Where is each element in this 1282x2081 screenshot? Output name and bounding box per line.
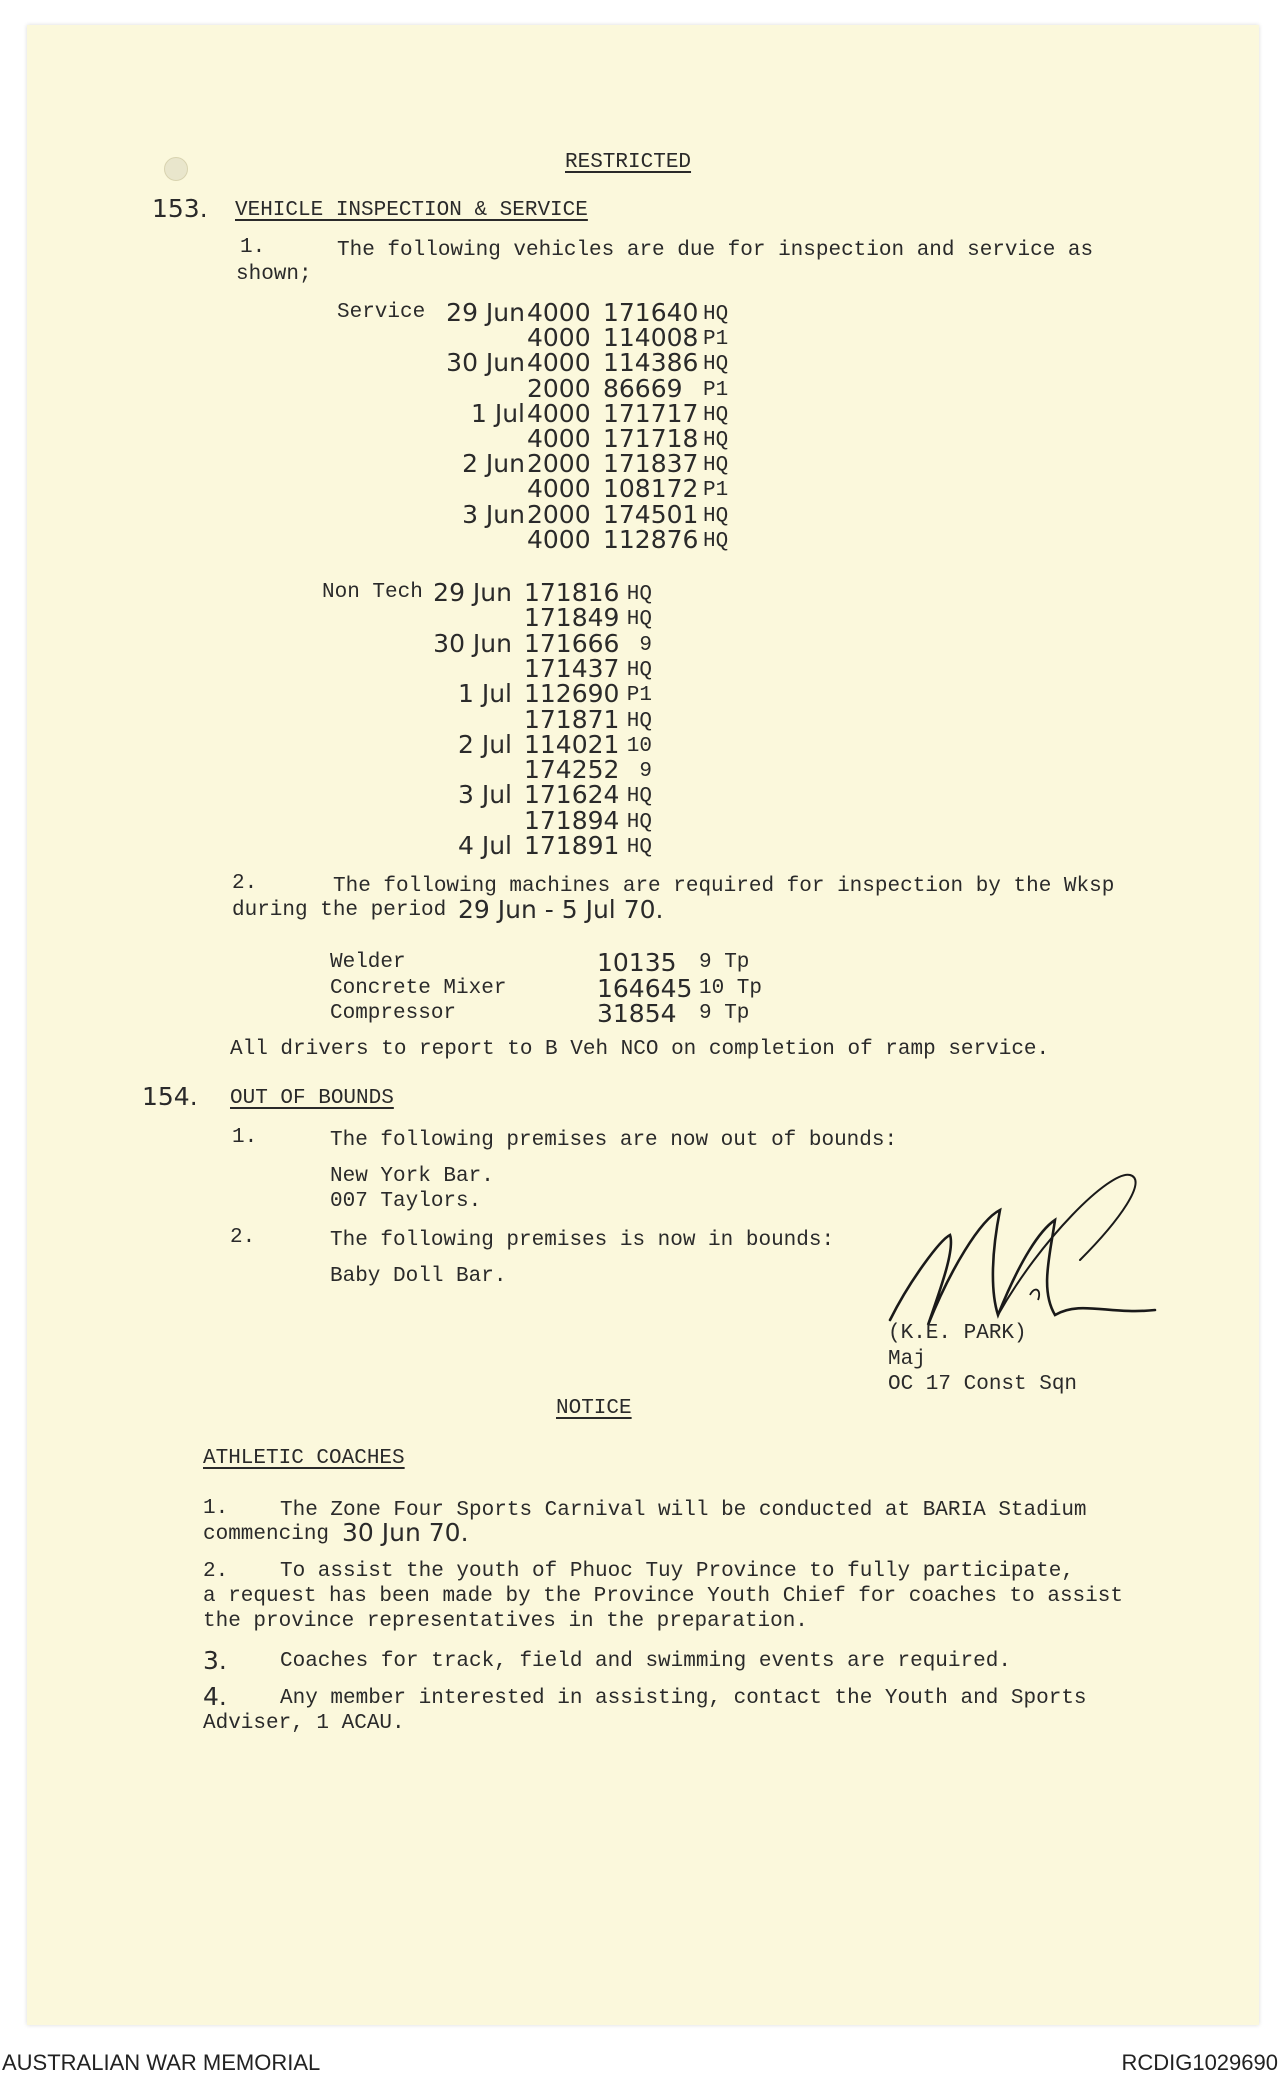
notice-para1-line2a: commencing (203, 1523, 330, 1546)
notice-para4-line2: Adviser, 1 ACAU. (203, 1712, 405, 1735)
section-153-title: VEHICLE INSPECTION & SERVICE (235, 199, 588, 222)
service-date: 3 Jun (462, 500, 525, 529)
notice-para1-line1: The Zone Four Sports Carnival will be conducted at BARIA Stadium (280, 1499, 1087, 1522)
service-unit: HQ (703, 429, 729, 452)
service-reg-number: 114008 (603, 323, 699, 352)
service-reg-number: 171837 (603, 449, 699, 478)
s153-para1-number: 1. (240, 236, 266, 259)
service-date: 29 Jun (446, 298, 525, 327)
classification-header: RESTRICTED (565, 151, 692, 174)
s153-para2-line1: The following machines are required for inspection by the Wksp (333, 875, 1115, 898)
machine-reg-number: 31854 (597, 999, 677, 1028)
nontech-date: 1 Jul (457, 679, 512, 708)
service-class: 4000 (527, 424, 591, 453)
machine-name: Compressor (330, 1002, 457, 1025)
service-unit: P1 (703, 328, 729, 351)
nontech-unit: 10 (626, 735, 652, 758)
service-reg-number: 171640 (603, 298, 699, 327)
service-class: 2000 (527, 449, 591, 478)
section-154-title: OUT OF BOUNDS (230, 1087, 394, 1110)
archive-footer-left: AUSTRALIAN WAR MEMORIAL (2, 2050, 321, 2075)
service-reg-number: 174501 (603, 500, 699, 529)
nontech-date: 29 Jun (433, 578, 512, 607)
machine-reg-number: 10135 (597, 948, 677, 977)
nontech-reg-number: 171437 (524, 654, 620, 683)
service-class: 4000 (527, 525, 591, 554)
nontech-unit: HQ (626, 836, 652, 859)
notice-para2-line2: a request has been made by the Province Youth Chief for coaches to assist (203, 1585, 1123, 1608)
service-unit: HQ (703, 404, 729, 427)
nontech-reg-number: 171816 (524, 578, 620, 607)
service-date: 2 Jun (462, 449, 525, 478)
nontech-unit: 9 (639, 760, 652, 783)
nontech-unit: HQ (626, 608, 652, 631)
s154-para1-number: 1. (232, 1126, 258, 1149)
service-class: 4000 (527, 474, 591, 503)
nontech-reg-number: 114021 (524, 730, 620, 759)
service-class: 4000 (527, 298, 591, 327)
signatory-rank: Maj (888, 1348, 926, 1371)
nontech-date: 30 Jun (433, 629, 512, 658)
notice-title: NOTICE (556, 1397, 632, 1420)
nontech-reg-number: 171871 (524, 705, 620, 734)
s154-para2-number: 2. (230, 1226, 256, 1249)
service-reg-number: 112876 (603, 525, 699, 554)
in-bounds-item: Baby Doll Bar. (330, 1265, 507, 1288)
service-class: 2000 (527, 500, 591, 529)
notice-para4-line1: Any member interested in assisting, contact the Youth and Sports (280, 1687, 1087, 1710)
service-class: 4000 (527, 323, 591, 352)
nontech-date: 2 Jul (457, 730, 512, 759)
s153-para1-line2: shown; (236, 263, 312, 286)
notice-para3-text: Coaches for track, field and swimming events are required. (280, 1650, 1011, 1673)
service-date: 1 Jul (470, 399, 525, 428)
notice-subtitle: ATHLETIC COACHES (203, 1447, 405, 1470)
nontech-unit: HQ (626, 583, 652, 606)
s154-para1-text: The following premises are now out of bounds: (330, 1129, 898, 1152)
drivers-note: All drivers to report to B Veh NCO on completion of ramp service. (230, 1038, 1050, 1061)
s153-para2-number: 2. (232, 872, 258, 895)
service-unit: HQ (703, 454, 729, 477)
notice-para4-number: 4. (203, 1682, 227, 1711)
notice-para2-number: 2. (203, 1560, 229, 1583)
service-unit: HQ (703, 530, 729, 553)
s154-para2-text: The following premises is now in bounds: (330, 1229, 835, 1252)
nontech-reg-number: 171849 (524, 603, 620, 632)
nontech-reg-number: 171891 (524, 831, 620, 860)
service-unit: P1 (703, 479, 729, 502)
handwritten-signature (880, 1150, 1160, 1340)
service-unit: HQ (703, 505, 729, 528)
machine-name: Concrete Mixer (330, 977, 507, 1000)
service-reg-number: 171717 (603, 399, 699, 428)
s153-para1-line1: The following vehicles are due for inspection and service as (337, 239, 1094, 262)
out-of-bounds-item: New York Bar. (330, 1165, 494, 1188)
section-154-number: 154. (142, 1082, 198, 1111)
nontech-unit: HQ (626, 785, 652, 808)
nontech-unit: HQ (626, 811, 652, 834)
service-reg-number: 171718 (603, 424, 699, 453)
nontech-date: 4 Jul (457, 831, 512, 860)
nontech-reg-number: 171894 (524, 806, 620, 835)
notice-para3-number: 3. (203, 1646, 227, 1675)
notice-para1-date: 30 Jun 70. (342, 1518, 469, 1547)
machine-name: Welder (330, 951, 406, 974)
signatory-appointment: OC 17 Const Sqn (888, 1373, 1078, 1396)
nontech-unit: 9 (639, 634, 652, 657)
nontech-unit: HQ (626, 710, 652, 733)
signatory-name: (K.E. PARK) (888, 1322, 1027, 1345)
service-reg-number: 108172 (603, 474, 699, 503)
nontech-label: Non Tech (322, 581, 423, 604)
service-label: Service (337, 301, 426, 324)
notice-para1-number: 1. (203, 1497, 229, 1520)
out-of-bounds-item: 007 Taylors. (330, 1190, 482, 1213)
service-class: 2000 (527, 374, 591, 403)
service-date: 30 Jun (446, 348, 525, 377)
machine-unit: 10 Tp (699, 977, 763, 1000)
section-153-number: 153. (152, 194, 208, 223)
machine-unit: 9 Tp (699, 951, 750, 974)
service-unit: HQ (703, 303, 729, 326)
nontech-unit: HQ (626, 659, 652, 682)
machine-reg-number: 164645 (597, 974, 693, 1003)
s153-para2-line2a: during the period (232, 899, 447, 922)
service-class: 4000 (527, 399, 591, 428)
nontech-reg-number: 171666 (524, 629, 620, 658)
nontech-reg-number: 112690 (524, 679, 620, 708)
archive-footer-right: RCDIG1029690 (1121, 2050, 1278, 2075)
service-reg-number: 86669 (603, 374, 683, 403)
machine-unit: 9 Tp (699, 1002, 750, 1025)
notice-para2-line1: To assist the youth of Phuoc Tuy Province to fully participate, (280, 1560, 1074, 1583)
service-class: 4000 (527, 348, 591, 377)
service-reg-number: 114386 (603, 348, 699, 377)
service-unit: P1 (703, 379, 729, 402)
service-unit: HQ (703, 353, 729, 376)
notice-para2-line3: the province representatives in the preparation. (203, 1610, 808, 1633)
nontech-reg-number: 171624 (524, 780, 620, 809)
s153-para2-period: 29 Jun - 5 Jul 70. (458, 895, 664, 924)
nontech-unit: P1 (626, 684, 652, 707)
nontech-date: 3 Jul (457, 780, 512, 809)
nontech-reg-number: 174252 (524, 755, 620, 784)
punch-hole (164, 157, 188, 181)
